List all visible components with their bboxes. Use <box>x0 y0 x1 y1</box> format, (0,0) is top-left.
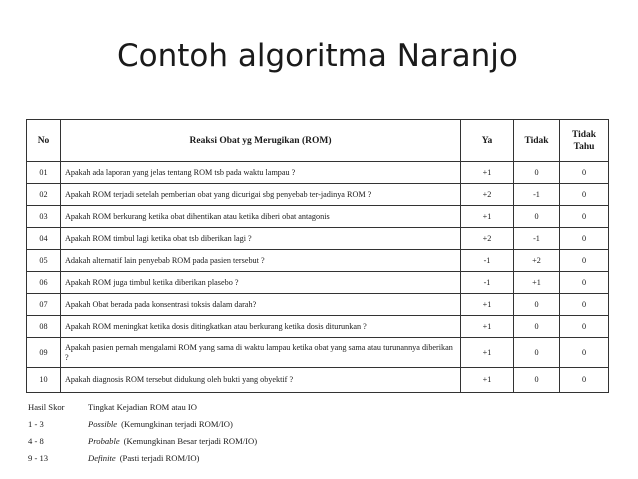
score-legend <box>28 399 257 467</box>
row-question: Apakah diagnosis ROM tersebut didukung oleh bukti yang obyektif ? <box>61 368 461 393</box>
row-tidak-tahu: 0 <box>560 184 609 206</box>
table-row <box>27 250 609 272</box>
table-row <box>27 162 609 184</box>
row-tidak-tahu: 0 <box>560 206 609 228</box>
row-question: Apakah ROM juga timbul ketika diberikan plasebo ? <box>61 272 461 294</box>
row-tidak: -1 <box>514 228 560 250</box>
row-question: Adakah alternatif lain penyebab ROM pada pasien tersebut ? <box>61 250 461 272</box>
row-question: Apakah pasien pernah mengalami ROM yang sama di waktu lampau ketika obat yang sama atau turunannya diberikan ? <box>61 338 461 368</box>
row-ya: +1 <box>461 294 514 316</box>
row-no: 05 <box>27 250 61 272</box>
row-ya: -1 <box>461 250 514 272</box>
score-header-value: Tingkat Kejadian ROM atau IO <box>88 402 197 412</box>
row-question: Apakah Obat berada pada konsentrasi toksis dalam darah? <box>61 294 461 316</box>
row-ya: +2 <box>461 228 514 250</box>
score-desc: (Kemungkinan Besar terjadi ROM/IO) <box>123 436 258 446</box>
row-question: Apakah ada laporan yang jelas tentang ROM tsb pada waktu lampau ? <box>61 162 461 184</box>
row-ya: +1 <box>461 338 514 368</box>
row-question: Apakah ROM timbul lagi ketika obat tsb diberikan lagi ? <box>61 228 461 250</box>
row-tidak-tahu: 0 <box>560 338 609 368</box>
table-header-row <box>27 120 609 162</box>
score-header <box>28 399 257 416</box>
table-row <box>27 228 609 250</box>
score-desc: (Kemungkinan terjadi ROM/IO) <box>121 419 233 429</box>
table-row <box>27 368 609 393</box>
row-ya: -1 <box>461 272 514 294</box>
row-tidak: 0 <box>514 162 560 184</box>
table-row <box>27 206 609 228</box>
row-tidak: 0 <box>514 368 560 393</box>
header-no: No <box>27 120 61 162</box>
row-tidak: 0 <box>514 206 560 228</box>
row-tidak: 0 <box>514 338 560 368</box>
row-tidak-tahu: 0 <box>560 162 609 184</box>
table-row <box>27 338 609 368</box>
score-item <box>28 433 257 450</box>
score-level: Probable <box>88 436 120 446</box>
header-tidak: Tidak <box>514 120 560 162</box>
score-range: 4 - 8 <box>28 436 44 446</box>
row-tidak-tahu: 0 <box>560 294 609 316</box>
row-no: 02 <box>27 184 61 206</box>
row-tidak-tahu: 0 <box>560 250 609 272</box>
row-no: 04 <box>27 228 61 250</box>
row-tidak: +2 <box>514 250 560 272</box>
row-ya: +1 <box>461 162 514 184</box>
row-no: 08 <box>27 316 61 338</box>
score-header-key: Hasil Skor <box>28 402 65 412</box>
row-question: Apakah ROM terjadi setelah pemberian obat yang dicurigai sbg penyebab ter-jadinya ROM ? <box>61 184 461 206</box>
row-no: 10 <box>27 368 61 393</box>
row-question: Apakah ROM meningkat ketika dosis ditingkatkan atau berkurang ketika dosis diturunkan ? <box>61 316 461 338</box>
row-no: 06 <box>27 272 61 294</box>
score-desc: (Pasti terjadi ROM/IO) <box>119 453 200 463</box>
row-tidak: +1 <box>514 272 560 294</box>
row-ya: +1 <box>461 316 514 338</box>
row-tidak-tahu: 0 <box>560 368 609 393</box>
score-level: Possible <box>88 419 118 429</box>
naranjo-table <box>26 119 609 393</box>
row-tidak: 0 <box>514 294 560 316</box>
score-item <box>28 416 257 433</box>
row-tidak-tahu: 0 <box>560 228 609 250</box>
score-range: 9 - 13 <box>28 453 49 463</box>
score-item <box>28 450 257 467</box>
slide-title: Contoh algoritma Naranjo <box>117 38 518 74</box>
row-ya: +2 <box>461 184 514 206</box>
header-question: Reaksi Obat yg Merugikan (ROM) <box>61 120 461 162</box>
row-no: 07 <box>27 294 61 316</box>
table-row <box>27 316 609 338</box>
row-tidak: -1 <box>514 184 560 206</box>
row-no: 09 <box>27 338 61 368</box>
score-level: Definite <box>88 453 116 463</box>
row-no: 03 <box>27 206 61 228</box>
header-ya: Ya <box>461 120 514 162</box>
row-tidak-tahu: 0 <box>560 272 609 294</box>
row-tidak-tahu: 0 <box>560 316 609 338</box>
row-no: 01 <box>27 162 61 184</box>
header-tidak-tahu: Tidak Tahu <box>560 120 609 162</box>
table-row <box>27 272 609 294</box>
table-row <box>27 294 609 316</box>
row-ya: +1 <box>461 206 514 228</box>
row-question: Apakah ROM berkurang ketika obat dihentikan atau ketika diberi obat antagonis <box>61 206 461 228</box>
row-ya: +1 <box>461 368 514 393</box>
table-row <box>27 184 609 206</box>
score-range: 1 - 3 <box>28 419 44 429</box>
row-tidak: 0 <box>514 316 560 338</box>
